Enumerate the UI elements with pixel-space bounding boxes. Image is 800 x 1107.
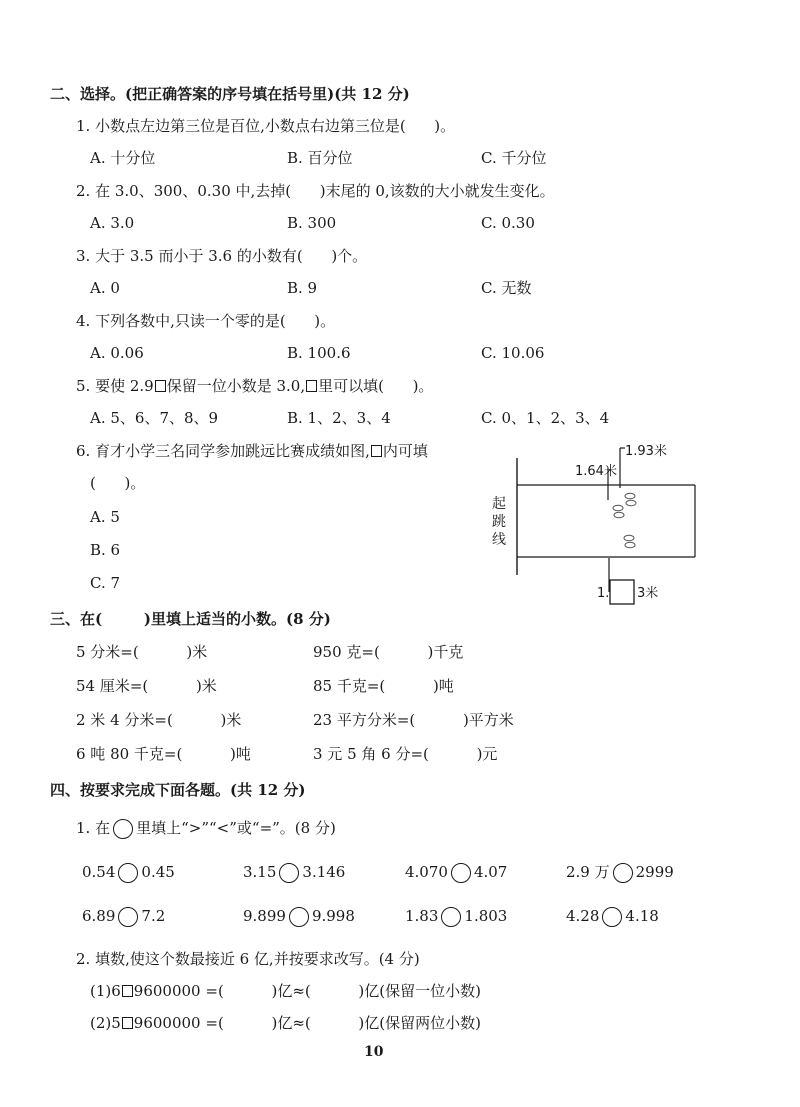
q5-stem-part-c: 里可以填( )。 <box>318 377 434 395</box>
compare-item[interactable] <box>566 906 659 927</box>
compare-left: 9.899 <box>243 907 286 925</box>
compare-item[interactable] <box>405 906 507 927</box>
section-2-heading: 二、选择。(把正确答案的序号填在括号里)(共 12 分) <box>50 85 410 103</box>
q4-option-b[interactable]: B. 100.6 <box>287 344 351 362</box>
q5-stem-part-a: 5. 要使 2.9 <box>76 377 154 395</box>
q6-stem-part-a: 6. 育才小学三名同学参加跳远比赛成绩如图, <box>76 442 370 460</box>
q6-answer-blank: ( )。 <box>90 474 146 492</box>
q1-stem: 1. 小数点左边第三位是百位,小数点右边第三位是( )。 <box>76 117 456 135</box>
s4-q2-line-1-a: (1)6 <box>90 982 121 1000</box>
compare-item[interactable] <box>243 862 345 883</box>
s4-q2-line-1 <box>90 981 481 1001</box>
compare-circle-icon[interactable] <box>441 907 461 927</box>
fill-cell: 950 克=( )千克 <box>313 643 464 661</box>
label-1-64: 1.64米 <box>575 464 617 479</box>
q2-option-a[interactable]: A. 3.0 <box>90 214 135 232</box>
blank-box-icon <box>306 380 317 392</box>
compare-circle-icon[interactable] <box>279 863 299 883</box>
q5-option-c[interactable]: C. 0、1、2、3、4 <box>481 409 610 427</box>
compare-right: 2999 <box>635 863 674 881</box>
compare-right: 0.45 <box>141 863 175 881</box>
compare-item[interactable] <box>243 906 355 927</box>
compare-circle-icon <box>113 819 133 839</box>
q1-option-b[interactable]: B. 百分位 <box>287 149 353 167</box>
q4-stem: 4. 下列各数中,只读一个零的是( )。 <box>76 312 336 330</box>
q2-option-c[interactable]: C. 0.30 <box>481 214 535 232</box>
q3-option-b[interactable]: B. 9 <box>287 279 318 297</box>
q3-option-c[interactable]: C. 无数 <box>481 279 532 297</box>
compare-left: 4.28 <box>566 907 600 925</box>
q5-option-b[interactable]: B. 1、2、3、4 <box>287 409 391 427</box>
compare-right: 9.998 <box>311 907 355 925</box>
q6-stem-part-b: 内可填 <box>382 442 428 460</box>
page-number: 10 <box>364 1044 384 1060</box>
unknown-digit-box <box>610 580 634 604</box>
s4-q2-line-2-b: 9600000 =( )亿≈( )亿(保留两位小数) <box>133 1014 481 1032</box>
q2-stem: 2. 在 3.0、300、0.30 中,去掉( )末尾的 0,该数的大小就发生变化。 <box>76 182 555 200</box>
fill-cell: 6 吨 80 千克=( )吨 <box>76 745 251 763</box>
compare-circle-icon[interactable] <box>118 907 138 927</box>
s4-q2-line-1-b: 9600000 =( )亿≈( )亿(保留一位小数) <box>133 982 481 1000</box>
blank-box-icon <box>122 1017 133 1029</box>
fill-cell: 2 米 4 分米=( )米 <box>76 711 242 729</box>
start-line-char-2: 跳 <box>492 514 506 530</box>
blank-box-icon <box>122 985 133 997</box>
q6-option-c[interactable]: C. 7 <box>90 574 121 592</box>
start-line-char-1: 起 <box>492 496 506 512</box>
fill-cell: 23 平方分米=( )平方米 <box>313 711 514 729</box>
compare-circle-icon[interactable] <box>602 907 622 927</box>
q5-option-a[interactable]: A. 5、6、7、8、9 <box>90 409 219 427</box>
s4-q1-stem <box>76 818 336 839</box>
s4-q2-line-2-a: (2)5 <box>90 1014 121 1032</box>
compare-right: 3.146 <box>302 863 346 881</box>
compare-left: 0.54 <box>82 863 116 881</box>
footprint-icon <box>613 493 636 548</box>
compare-item[interactable] <box>82 862 175 883</box>
compare-item[interactable] <box>566 862 674 883</box>
section-3-heading: 三、在( )里填上适当的小数。(8 分) <box>50 610 331 628</box>
compare-left: 2.9 万 <box>566 863 610 881</box>
q4-option-a[interactable]: A. 0.06 <box>90 344 144 362</box>
fill-cell: 3 元 5 角 6 分=( )元 <box>313 745 498 763</box>
q2-option-b[interactable]: B. 300 <box>287 214 337 232</box>
compare-item[interactable] <box>405 862 507 883</box>
blank-box-icon <box>371 445 382 457</box>
section-4-heading: 四、按要求完成下面各题。(共 12 分) <box>50 781 306 799</box>
q6-option-a[interactable]: A. 5 <box>90 508 120 526</box>
long-jump-figure <box>480 440 710 610</box>
start-line-char-3: 线 <box>492 532 506 548</box>
compare-left: 1.83 <box>405 907 439 925</box>
q5-stem <box>76 376 433 396</box>
compare-circle-icon[interactable] <box>451 863 471 883</box>
compare-right: 4.18 <box>625 907 659 925</box>
q3-stem: 3. 大于 3.5 而小于 3.6 的小数有( )个。 <box>76 247 368 265</box>
fill-cell: 54 厘米=( )米 <box>76 677 217 695</box>
compare-item[interactable] <box>82 906 165 927</box>
compare-right: 7.2 <box>141 907 166 925</box>
s4-q1-stem-part-b: 里填上“>”“<”或“=”。(8 分) <box>136 819 336 837</box>
compare-circle-icon[interactable] <box>118 863 138 883</box>
fill-cell: 85 千克=( )吨 <box>313 677 454 695</box>
compare-circle-icon[interactable] <box>289 907 309 927</box>
q4-option-c[interactable]: C. 10.06 <box>481 344 545 362</box>
label-bottom-prefix: 1. <box>597 586 610 601</box>
compare-circle-icon[interactable] <box>613 863 633 883</box>
q1-option-a[interactable]: A. 十分位 <box>90 149 156 167</box>
q1-option-c[interactable]: C. 千分位 <box>481 149 547 167</box>
label-bottom-suffix: 3米 <box>637 586 659 601</box>
q6-option-b[interactable]: B. 6 <box>90 541 121 559</box>
compare-left: 3.15 <box>243 863 277 881</box>
s4-q2-stem: 2. 填数,使这个数最接近 6 亿,并按要求改写。(4 分) <box>76 950 420 968</box>
fill-cell: 5 分米=( )米 <box>76 643 208 661</box>
compare-right: 4.07 <box>473 863 508 881</box>
q5-stem-part-b: 保留一位小数是 3.0, <box>166 377 306 395</box>
s4-q1-stem-part-a: 1. 在 <box>76 819 111 837</box>
s4-q2-line-2 <box>90 1013 481 1033</box>
compare-left: 6.89 <box>82 907 116 925</box>
blank-box-icon <box>155 380 166 392</box>
compare-left: 4.070 <box>405 863 448 881</box>
label-1-93: 1.93米 <box>625 444 667 459</box>
q6-stem <box>76 441 428 461</box>
compare-right: 1.803 <box>464 907 508 925</box>
q3-option-a[interactable]: A. 0 <box>90 279 120 297</box>
